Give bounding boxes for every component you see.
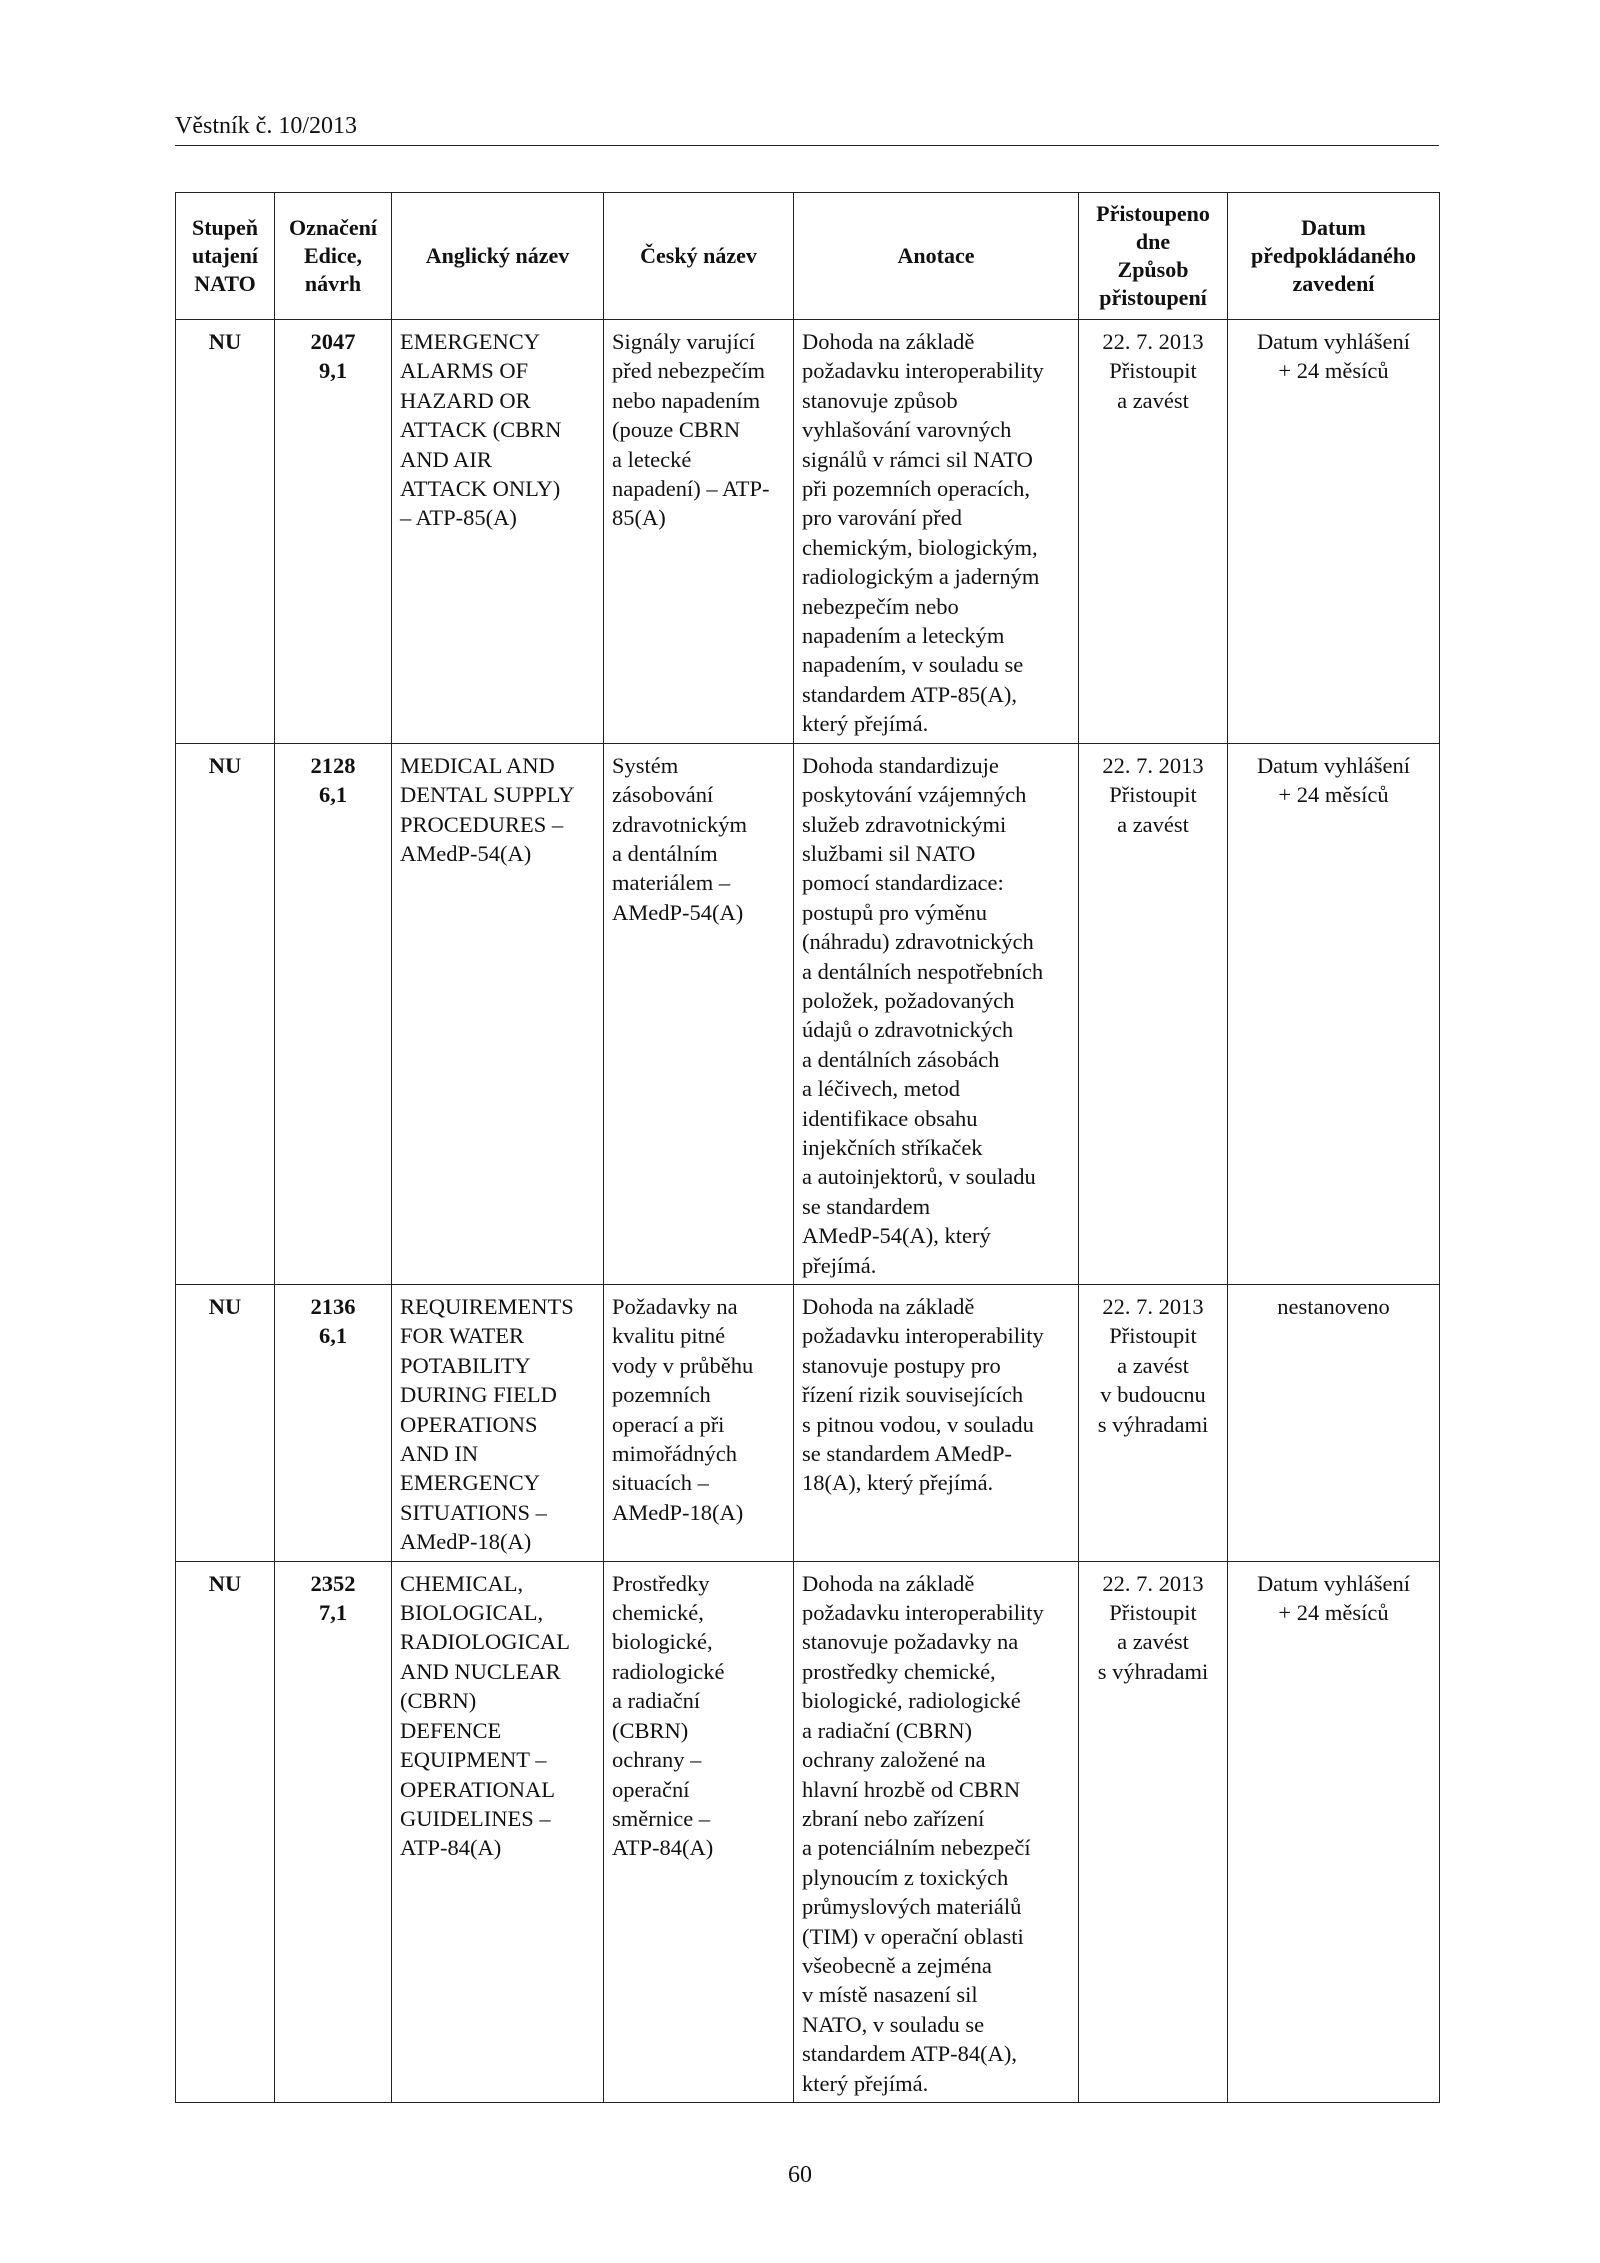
header-classification: Stupeň utajení NATO (176, 193, 275, 320)
english-title-cell: CHEMICAL, BIOLOGICAL, RADIOLOGICAL AND NUCLEAR (CBRN) DEFENCE EQUIPMENT – OPERATIONAL GUIDELINES – ATP-84(A) (392, 1561, 604, 2102)
czech-title-cell: Signály varující před nebezpečím nebo napadením (pouze CBRN a letecké napadení) – ATP- 85(A) (604, 320, 794, 744)
english-title-cell: MEDICAL AND DENTAL SUPPLY PROCEDURES – AMedP-54(A) (392, 743, 604, 1284)
running-head: Věstník č. 10/2013 (175, 113, 357, 139)
annotation-cell: Dohoda standardizuje poskytování vzájemných služeb zdravotnickými službami sil NATO pomocí standardizace: postupů pro výměnu (náhradu) zdravotnických a dentálních nespotřebních položek, požadovaných údajů o zdravotnických a dentálních zásobách a léčivech, metod identifikace obsahu injekčních stříkaček a autoinjektorů, v souladu se standardem AMedP-54(A), který přejímá. (794, 743, 1079, 1284)
expected-date-cell: Datum vyhlášení + 24 měsíců (1228, 1561, 1440, 2102)
annotation-cell: Dohoda na základě požadavku interoperability stanovuje postupy pro řízení rizik souvisejících s pitnou vodou, v souladu se standardem AMedP- 18(A), který přejímá. (794, 1285, 1079, 1562)
expected-date-cell: nestanoveno (1228, 1285, 1440, 1562)
expected-date-cell: Datum vyhlášení + 24 měsíců (1228, 743, 1440, 1284)
table-header-row (176, 193, 1440, 320)
classification-cell: NU (176, 1285, 275, 1562)
accession-cell: 22. 7. 2013 Přistoupit a zavést v budoucnu s výhradami (1079, 1285, 1228, 1562)
czech-title-cell: Požadavky na kvalitu pitné vody v průběhu pozemních operací a při mimořádných situacích – AMedP-18(A) (604, 1285, 794, 1562)
stanag-table (175, 192, 1440, 2103)
header-czech-title: Český název (604, 193, 794, 320)
table-row (176, 1285, 1440, 1562)
accession-cell: 22. 7. 2013 Přistoupit a zavést s výhradami (1079, 1561, 1228, 2102)
czech-title-cell: Prostředky chemické, biologické, radiologické a radiační (CBRN) ochrany – operační směrnice – ATP-84(A) (604, 1561, 794, 2102)
table-row (176, 743, 1440, 1284)
english-title-cell: EMERGENCY ALARMS OF HAZARD OR ATTACK (CBRN AND AIR ATTACK ONLY) – ATP-85(A) (392, 320, 604, 744)
accession-cell: 22. 7. 2013 Přistoupit a zavést (1079, 320, 1228, 744)
expected-date-cell: Datum vyhlášení + 24 měsíců (1228, 320, 1440, 744)
header-english-title: Anglický název (392, 193, 604, 320)
table-row (176, 1561, 1440, 2102)
accession-cell: 22. 7. 2013 Přistoupit a zavést (1079, 743, 1228, 1284)
english-title-cell: REQUIREMENTS FOR WATER POTABILITY DURING FIELD OPERATIONS AND IN EMERGENCY SITUATIONS – AMedP-18(A) (392, 1285, 604, 1562)
classification-cell: NU (176, 743, 275, 1284)
annotation-cell: Dohoda na základě požadavku interoperability stanovuje požadavky na prostředky chemické, biologické, radiologické a radiační (CBRN) ochrany založené na hlavní hrozbě od CBRN zbraní nebo zařízení a potenciálním nebezpečí plynoucím z toxických průmyslových materiálů (TIM) v operační oblasti všeobecně a zejména v místě nasazení sil NATO, v souladu se standardem ATP-84(A), který přejímá. (794, 1561, 1079, 2102)
header-expected-date: Datum předpokládaného zavedení (1228, 193, 1440, 320)
designation-cell: 2352 7,1 (275, 1561, 392, 2102)
designation-cell: 2136 6,1 (275, 1285, 392, 1562)
annotation-cell: Dohoda na základě požadavku interoperability stanovuje způsob vyhlašování varovných signálů v rámci sil NATO při pozemních operacích, pro varování před chemickým, biologickým, radiologickým a jaderným nebezpečím nebo napadením a leteckým napadením, v souladu se standardem ATP-85(A), který přejímá. (794, 320, 1079, 744)
header-rule (175, 145, 1439, 146)
classification-cell: NU (176, 1561, 275, 2102)
classification-cell: NU (176, 320, 275, 744)
czech-title-cell: Systém zásobování zdravotnickým a dentálním materiálem – AMedP-54(A) (604, 743, 794, 1284)
page-number: 60 (788, 2162, 812, 2188)
table-row (176, 320, 1440, 744)
designation-cell: 2128 6,1 (275, 743, 392, 1284)
designation-cell: 2047 9,1 (275, 320, 392, 744)
header-accession: Přistoupeno dne Způsob přistoupení (1079, 193, 1228, 320)
header-designation: Označení Edice, návrh (275, 193, 392, 320)
header-annotation: Anotace (794, 193, 1079, 320)
